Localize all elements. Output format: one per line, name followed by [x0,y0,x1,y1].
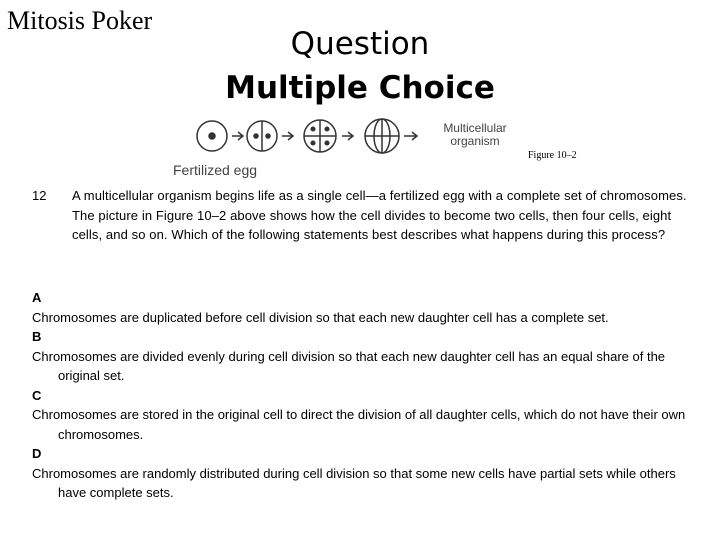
option-d[interactable] [32,444,692,503]
answer-options [32,288,692,503]
figure-caption: Figure 10–2 [528,150,577,161]
option-c[interactable] [32,386,692,445]
multicellular-organism-label: Multicellular organism [443,121,507,148]
fertilized-egg-label: Fertilized egg [173,162,258,178]
option-text: Chromosomes are randomly distributed during cell division so that some new cells have partial sets while others have complete sets. [32,465,676,500]
option-letter: D [32,446,42,461]
question-text: A multicellular organism begins life as a single cell—a fertilized egg with a complete set of chromosomes. The picture in Figure 10–2 above shows how the cell divides to become two cells, then four cells, eight cells, and so on. Which of the following statements best describes what happens during this process? [72,188,687,242]
slide-title-multiple-choice: Multiple Choice [225,70,495,106]
option-letter: C [32,387,42,403]
option-text: Chromosomes are divided evenly during cell division so that each new daughter cell has an equal share of the original set. [32,348,666,383]
option-b[interactable] [32,327,692,386]
game-title: Mitosis Poker [7,6,153,35]
option-letter: B [32,329,42,344]
cell-division-figure [170,112,590,182]
option-text: Chromosomes are duplicated before cell division so that each new daughter cell has a complete set. [32,309,609,325]
cell-division-illustration [170,112,430,162]
slide-title [180,22,540,110]
option-text: Chromosomes are stored in the original cell to direct the division of all daughter cells, which do not have their own chromosomes. [32,407,686,442]
question-number: 12 [32,188,47,203]
option-a[interactable] [32,288,692,327]
option-letter: A [32,290,42,305]
slide-title-question: Question [290,26,430,62]
